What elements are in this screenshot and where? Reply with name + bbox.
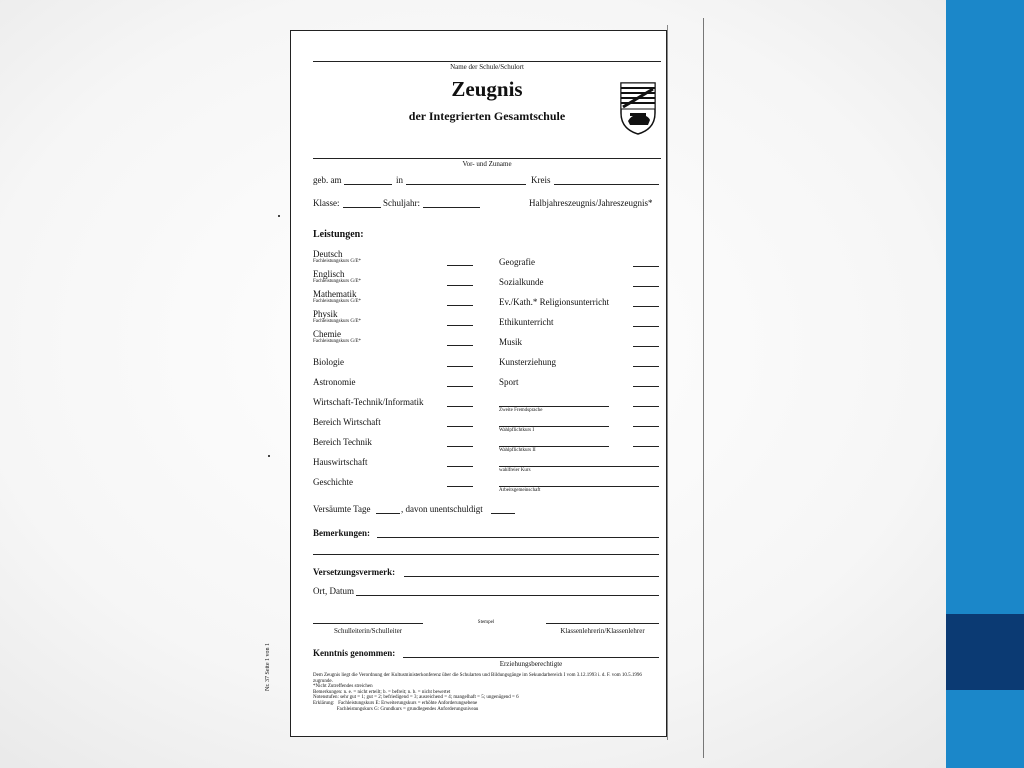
subject-name: Sport [499,377,519,387]
class-label: Klasse: [313,198,340,208]
scan-dot [278,215,280,217]
sidebar-accent-dark [946,614,1024,690]
acknowledged-label: Kenntnis genommen: [313,648,396,658]
remarks-field [377,537,659,538]
promotion-note-field [404,576,659,577]
scan-edge-line [667,25,668,740]
elective-label: wahlfreier Kurs [499,468,531,473]
grade-field [633,366,659,367]
principal-signature-label: Schulleiterin/Schulleiter [333,627,403,635]
subject-name: Ev./Kath.* Religionsunterricht [499,297,610,307]
elective-label: Wahlpflichtkurs II [499,448,536,453]
guardian-signature-label: Erziehungsberechtigte [499,660,563,668]
subject-name: Musik [499,337,523,347]
class-field [343,207,381,208]
subject-name: Geschichte [313,477,353,487]
elective-field [499,466,659,467]
subject-name: Ethikunterricht [499,317,554,327]
grade-field [633,266,659,267]
subject-name: Hauswirtschaft [313,457,368,467]
footnotes [313,673,642,712]
remarks-label: Bemerkungen: [313,528,370,538]
grades-heading: Leistungen: [313,229,364,240]
footnote-line: Notenstufen: sehr gut = 1; gut = 2; befriedigend = 3; ausreichend = 4; mangelhaft = 5; ungenügend = 6 [313,695,519,701]
elective-label: Zweite Fremdsprache [499,408,543,413]
district-label: Kreis [531,175,551,185]
unexcused-days-field [491,513,515,514]
subject-name: Englisch [313,269,345,279]
birth-date-field [344,184,392,185]
footnote-line: Dem Zeugnis liegt die Verordnung der Kultusministerkonferenz über die Schularten und Bildungsgänge im Sekundarbereich I vom 3.12.1993 i. d. F. vom 10.5.1996 [313,673,642,678]
coat-of-arms-icon [618,81,658,135]
teacher-signature-line [546,623,659,624]
subject-name: Sozialkunde [499,277,544,287]
scan-dot [268,455,270,457]
footnote-line: Fachleistungskurs G: Grundkurs = grundlegendes Anforderungsniveau [313,706,479,712]
unexcused-days-label: , davon unentschuldigt [401,504,483,514]
course-level-note: Fachleistungskurs G/E* [313,259,361,264]
missed-days-label: Versäumte Tage [313,504,371,514]
grade-field [633,446,659,447]
document-subtitle: der Integrierten Gesamtschule [408,109,566,123]
remarks-field [313,554,659,555]
guardian-signature-line [403,657,659,658]
grade-field [447,446,473,447]
grade-field [633,346,659,347]
grade-field [633,386,659,387]
place-date-label: Ort, Datum [313,586,354,596]
birth-date-label: geb. am [313,175,342,185]
sidebar-accent [946,0,1024,768]
subject-name: Biologie [313,357,344,367]
subject-name: Wirtschaft-Technik/Informatik [313,397,424,407]
birth-place-label: in [396,175,404,185]
footnote-line: zugrunde. [313,678,333,684]
grade-field [447,366,473,367]
document-title: Zeugnis [451,77,523,101]
elective-field [499,426,609,427]
subject-name: Kunsterziehung [499,357,556,367]
footnote-line: *Nicht Zutreffendes streichen [313,684,373,690]
grade-field [447,265,473,266]
footnote-line: Bemerkungen: n. e. = nicht erteilt; b. = befreit; n. b. = nicht bewertet [313,689,451,695]
subject-name: Geografie [499,257,535,267]
school-year-field [423,207,480,208]
full-name-label: Vor- und Zuname [462,160,512,168]
grade-field [447,285,473,286]
elective-label: Wahlpflichtkurs I [499,428,535,433]
grade-field [633,306,659,307]
subject-name: Deutsch [313,249,343,259]
footnote-line: Erklärung: Fachleistungskurs E: Erweiterungskurs = erhöhte Anforderungsebene [313,700,478,706]
grade-field [633,406,659,407]
subject-name: Bereich Wirtschaft [313,417,381,427]
course-level-note: Fachleistungskurs G/E* [313,319,361,324]
report-card-document [265,30,667,737]
subject-name: Astronomie [313,377,356,387]
grade-field [447,305,473,306]
school-name-label: Name der Schule/Schulort [450,63,524,71]
elective-field [499,486,659,487]
school-year-label: Schuljahr: [383,198,420,208]
subject-name: Mathematik [313,289,357,299]
grade-field [447,406,473,407]
grade-field [633,286,659,287]
grade-field [447,426,473,427]
grade-field [447,386,473,387]
missed-days-field [376,513,400,514]
grade-field [633,326,659,327]
grade-field [447,345,473,346]
principal-signature-line [313,623,423,624]
district-field [554,184,659,185]
grade-field [447,466,473,467]
scan-edge-line [703,18,704,758]
report-type-label: Halbjahreszeugnis/Jahreszeugnis* [529,198,653,208]
elective-field [499,406,609,407]
subject-name: Chemie [313,329,341,339]
course-level-note: Fachleistungskurs G/E* [313,279,361,284]
teacher-signature-label: Klassenlehrerin/Klassenlehrer [560,627,645,635]
promotion-note-label: Versetzungsvermerk: [313,567,396,577]
subject-name: Bereich Technik [313,437,372,447]
course-level-note: Fachleistungskurs G/E* [313,299,361,304]
grade-field [447,486,473,487]
elective-label: Arbeitsgemeinschaft [499,488,541,493]
page-number-note: Nr. 37 Seite 1 von 1 [265,643,271,691]
course-level-note: Fachleistungskurs G/E* [313,339,361,344]
grade-field [447,325,473,326]
place-date-field [356,595,659,596]
stamp-label: Stempel [477,620,495,625]
elective-field [499,446,609,447]
birth-place-field [406,184,526,185]
subject-name: Physik [313,309,338,319]
grade-field [633,426,659,427]
